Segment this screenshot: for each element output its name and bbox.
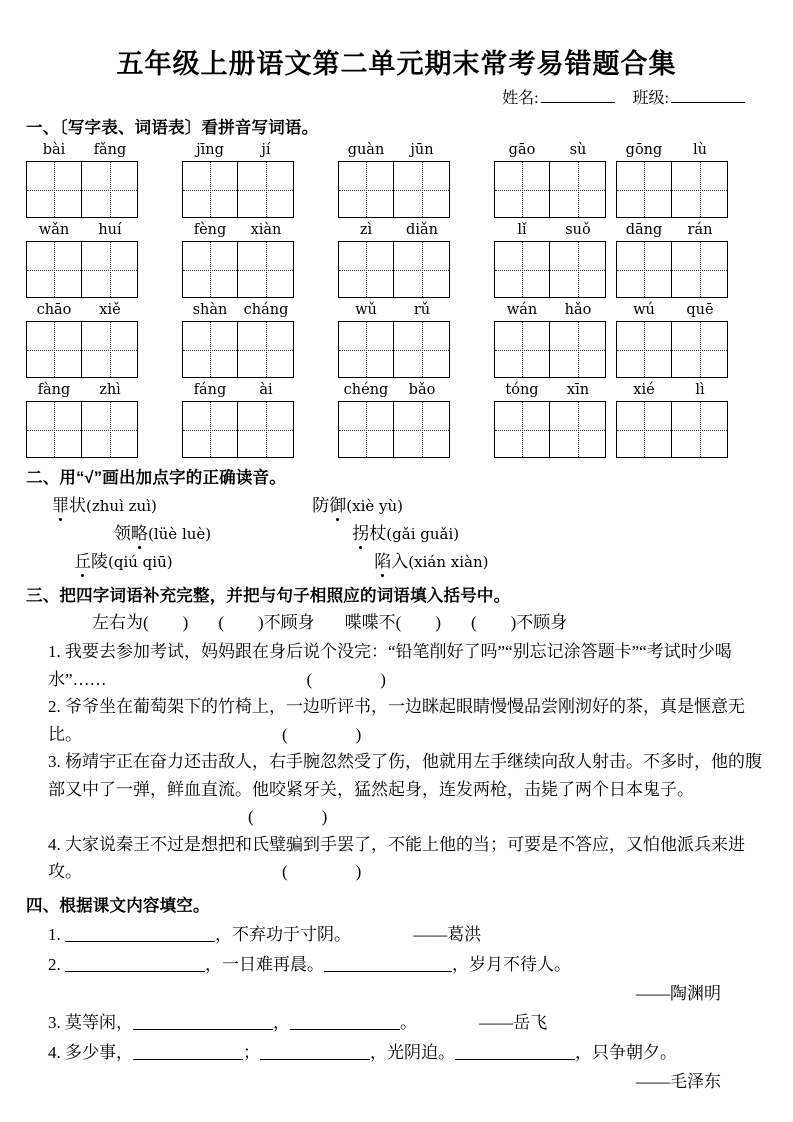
pinyin-syllable: gōng xyxy=(625,142,663,158)
pinyin-row xyxy=(26,302,767,378)
tianzige-cell[interactable] xyxy=(394,162,449,217)
fill-item-3-blank-1[interactable] xyxy=(133,1014,273,1030)
pinyin-syllable: wǔ xyxy=(355,302,377,318)
tianzige-box[interactable] xyxy=(616,401,728,458)
fill-item-4-blank-1[interactable] xyxy=(133,1044,243,1060)
sentence-text: 2. 爷爷坐在葡萄架下的竹椅上，一边听评书，一边眯起眼睛慢慢品尝刚沏好的茶，真是惬意无比。 xyxy=(48,697,745,744)
pinyin-syllable: zhì xyxy=(99,382,121,398)
pinyin-word-group xyxy=(494,382,606,458)
fill-item-4-text-2: ，光阴迫。 xyxy=(370,1042,455,1062)
fill-item-2-number: 2. xyxy=(48,954,61,974)
pinyin-word-group xyxy=(182,382,294,458)
tianzige-cell[interactable] xyxy=(82,402,137,457)
pinyin-syllable: fàng xyxy=(37,382,71,398)
fill-item-2-attribution: ——陶渊明 xyxy=(636,983,721,1003)
tianzige-cell[interactable] xyxy=(394,242,449,297)
pinyin-label xyxy=(338,302,450,321)
question-sentence xyxy=(26,748,767,831)
pinyin-syllable: jūn xyxy=(410,142,434,158)
pinyin-label xyxy=(338,222,450,241)
tianzige-box[interactable] xyxy=(182,401,294,458)
pinyin-word-group xyxy=(616,302,728,378)
pinyin-syllable: zì xyxy=(359,222,373,238)
page-title: 五年级上册语文第二单元期末常考易错题合集 xyxy=(116,49,677,79)
question-sentence xyxy=(26,693,767,748)
tianzige-box[interactable] xyxy=(616,241,728,298)
fill-item-2-blank-2[interactable] xyxy=(324,956,452,972)
character: 领 xyxy=(114,524,131,543)
reading-options[interactable]: (xián xiàn) xyxy=(408,553,489,571)
pinyin-row xyxy=(26,222,767,298)
dotted-character: 罪 xyxy=(52,492,69,519)
tianzige-cell[interactable] xyxy=(495,402,550,457)
pinyin-word-group xyxy=(616,222,728,298)
fill-item-4-lead: 4. 多少事， xyxy=(48,1042,133,1062)
pinyin-word-group xyxy=(338,302,450,378)
idiom-blank[interactable]: ( )不顾身 xyxy=(218,613,315,632)
pinyin-word-group xyxy=(26,302,138,378)
reading-options[interactable]: (lüè luè) xyxy=(148,525,212,543)
pinyin-word-group xyxy=(26,382,138,458)
fill-item-3 xyxy=(26,1008,767,1038)
pinyin-syllable: bài xyxy=(42,142,66,158)
pinyin-syllable: rǔ xyxy=(413,302,431,318)
tianzige-cell[interactable] xyxy=(617,162,672,217)
reading-options[interactable]: (gǎi guǎi) xyxy=(386,525,460,543)
pinyin-label xyxy=(494,382,606,401)
pinyin-label xyxy=(494,222,606,241)
tianzige-cell[interactable] xyxy=(339,402,394,457)
dotted-character: 御 xyxy=(329,492,346,519)
pinyin-syllable: rán xyxy=(687,222,713,238)
tianzige-cell[interactable] xyxy=(617,242,672,297)
pinyin-grid-block xyxy=(26,142,767,458)
pinyin-syllable: dāng xyxy=(625,222,663,238)
fill-item-1-text: ，不弃功于寸阴。 xyxy=(215,924,351,944)
pinyin-label xyxy=(338,382,450,401)
tianzige-cell[interactable] xyxy=(672,322,727,377)
pinyin-word-group xyxy=(182,302,294,378)
fill-item-4-text-3: ，只争朝夕。 xyxy=(575,1042,677,1062)
pinyin-label xyxy=(616,222,728,241)
fill-item-2 xyxy=(26,950,767,980)
reading-options[interactable]: (xiè yù) xyxy=(346,497,404,515)
tianzige-cell[interactable] xyxy=(27,242,82,297)
pronunciation-choice-item[interactable] xyxy=(52,492,290,520)
pinyin-syllable: cháng xyxy=(243,302,289,318)
character: 防 xyxy=(312,496,330,515)
answer-bracket[interactable]: ( ) xyxy=(306,669,386,689)
fill-item-1-number: 1. xyxy=(48,924,61,944)
pinyin-syllable: lù xyxy=(693,142,707,158)
fill-item-3-attribution: ——岳飞 xyxy=(479,1012,548,1032)
pinyin-word-group xyxy=(182,222,294,298)
tianzige-cell[interactable] xyxy=(672,402,727,457)
pinyin-syllable: suǒ xyxy=(565,222,591,238)
pinyin-word-group xyxy=(338,222,450,298)
pinyin-word-group xyxy=(494,142,606,218)
pinyin-syllable: fǎng xyxy=(93,142,127,158)
pinyin-syllable: shàn xyxy=(192,302,228,318)
pinyin-label xyxy=(494,142,606,161)
tianzige-cell[interactable] xyxy=(617,402,672,457)
tianzige-box[interactable] xyxy=(616,321,728,378)
section3-heading: 三、把四字词语补充完整，并把与句子相照应的词语填入括号中。 xyxy=(26,587,511,605)
idiom-blank[interactable]: ( )不顾身 xyxy=(470,613,568,632)
tianzige-cell[interactable] xyxy=(617,322,672,377)
pinyin-syllable: jīng xyxy=(196,142,224,158)
sentence-text: 4. 大家说秦王不过是想把和氏璧骗到手罢了，不能上他的当；可要是不答应，又怕他派兵来进攻。 xyxy=(48,834,745,881)
pinyin-row xyxy=(26,142,767,218)
pinyin-word-group xyxy=(338,142,450,218)
tianzige-cell[interactable] xyxy=(339,322,394,377)
pronunciation-choice-item[interactable] xyxy=(52,520,352,548)
pinyin-syllable: jí xyxy=(261,142,271,158)
tianzige-cell[interactable] xyxy=(27,322,82,377)
pinyin-label xyxy=(182,142,294,161)
tianzige-cell[interactable] xyxy=(27,162,82,217)
tianzige-cell[interactable] xyxy=(183,322,238,377)
pinyin-label xyxy=(182,302,294,321)
idiom-blanks-row xyxy=(26,610,767,636)
pinyin-label xyxy=(26,302,138,321)
tianzige-cell[interactable] xyxy=(495,322,550,377)
tianzige-cell[interactable] xyxy=(238,242,293,297)
dotted-character: 拐 xyxy=(352,520,369,547)
pinyin-syllable: xié xyxy=(633,382,655,398)
character: 状 xyxy=(69,496,86,515)
section2-items xyxy=(26,492,767,576)
name-field xyxy=(502,85,614,108)
tianzige-cell[interactable] xyxy=(238,402,293,457)
pinyin-syllable: fèng xyxy=(193,222,227,238)
pinyin-word-group xyxy=(494,302,606,378)
pinyin-word-group xyxy=(338,382,450,458)
pinyin-label xyxy=(26,222,138,241)
section4-heading: 四、根据课文内容填空。 xyxy=(26,896,210,915)
tianzige-box[interactable] xyxy=(494,321,606,378)
pinyin-label xyxy=(26,142,138,161)
tianzige-cell[interactable] xyxy=(550,242,605,297)
fill-item-2-blank-1[interactable] xyxy=(65,956,205,972)
pinyin-label xyxy=(616,382,728,401)
pinyin-syllable: huí xyxy=(98,222,122,238)
pinyin-word-group xyxy=(616,382,728,458)
tianzige-cell[interactable] xyxy=(183,402,238,457)
pronunciation-choice-item[interactable] xyxy=(290,492,550,520)
pinyin-syllable: lǐ xyxy=(517,222,527,238)
pinyin-syllable: xīn xyxy=(566,382,590,398)
tianzige-cell[interactable] xyxy=(495,162,550,217)
fill-item-2-text-2: ，岁月不待人。 xyxy=(452,954,571,974)
tianzige-cell[interactable] xyxy=(339,242,394,297)
tianzige-cell[interactable] xyxy=(394,322,449,377)
tianzige-cell[interactable] xyxy=(550,402,605,457)
pinyin-label xyxy=(182,222,294,241)
pinyin-syllable: quē xyxy=(686,302,714,318)
pinyin-label xyxy=(616,142,728,161)
class-blank[interactable] xyxy=(671,89,745,103)
reading-options[interactable]: (qiú qiū) xyxy=(108,553,173,571)
pinyin-label xyxy=(616,302,728,321)
tianzige-cell[interactable] xyxy=(550,162,605,217)
pinyin-syllable: wán xyxy=(506,302,538,318)
reading-options[interactable]: (zhuì zuì) xyxy=(86,497,157,515)
tianzige-box[interactable] xyxy=(26,241,138,298)
pinyin-label xyxy=(182,382,294,401)
dotted-character: 丘 xyxy=(74,548,91,575)
answer-bracket[interactable]: ( ) xyxy=(248,807,328,826)
tianzige-cell[interactable] xyxy=(672,162,727,217)
tianzige-box[interactable] xyxy=(182,161,294,218)
tianzige-cell[interactable] xyxy=(27,402,82,457)
tianzige-box[interactable] xyxy=(26,401,138,458)
tianzige-cell[interactable] xyxy=(495,242,550,297)
tianzige-cell[interactable] xyxy=(394,402,449,457)
pinyin-syllable: diǎn xyxy=(406,222,438,238)
student-info-line xyxy=(26,85,767,108)
pinyin-syllable: wú xyxy=(633,302,655,318)
character: 陵 xyxy=(91,552,108,571)
tianzige-cell[interactable] xyxy=(183,162,238,217)
pinyin-word-group xyxy=(26,222,138,298)
name-blank[interactable] xyxy=(541,89,615,103)
tianzige-cell[interactable] xyxy=(339,162,394,217)
fill-item-3-text-2: 。 xyxy=(400,1012,417,1032)
pinyin-label xyxy=(494,302,606,321)
answer-bracket[interactable]: ( ) xyxy=(282,862,362,881)
pinyin-syllable: chéng xyxy=(343,382,389,398)
pinyin-syllable: gāo xyxy=(508,142,536,158)
tianzige-box[interactable] xyxy=(338,241,450,298)
tianzige-box[interactable] xyxy=(494,401,606,458)
fill-item-1 xyxy=(26,920,767,950)
tianzige-box[interactable] xyxy=(494,161,606,218)
tianzige-box[interactable] xyxy=(338,161,450,218)
pinyin-word-group xyxy=(494,222,606,298)
tianzige-cell[interactable] xyxy=(183,242,238,297)
pinyin-word-group xyxy=(26,142,138,218)
idiom-blank[interactable]: 喋喋不( ) xyxy=(344,613,441,632)
fill-item-1-blank-1[interactable] xyxy=(65,926,215,942)
pinyin-syllable: sù xyxy=(569,142,587,158)
fill-item-3-lead: 3. 莫等闲， xyxy=(48,1012,133,1032)
tianzige-box[interactable] xyxy=(338,321,450,378)
tianzige-cell[interactable] xyxy=(550,322,605,377)
dotted-character: 陷 xyxy=(374,548,391,575)
answer-bracket[interactable]: ( ) xyxy=(282,724,362,744)
pronunciation-choice-item[interactable] xyxy=(52,548,312,576)
fill-item-4-attribution: ——毛泽东 xyxy=(636,1071,721,1091)
question-sentence xyxy=(26,638,767,693)
sentence-text: 1. 我要去参加考试，妈妈跟在身后说个没完：“铅笔削好了吗”“别忘记涂答题卡”“考试时少喝水”…… xyxy=(48,642,732,689)
tianzige-box[interactable] xyxy=(494,241,606,298)
tianzige-cell[interactable] xyxy=(238,162,293,217)
pinyin-label xyxy=(338,142,450,161)
pinyin-word-group xyxy=(182,142,294,218)
character: 入 xyxy=(391,552,409,571)
fill-item-4-blank-3[interactable] xyxy=(455,1044,575,1060)
fill-item-1-attribution: ——葛洪 xyxy=(413,924,482,944)
class-field xyxy=(633,85,745,108)
idiom-blank[interactable]: 左右为( ) xyxy=(92,613,189,632)
fill-item-3-text-1: ， xyxy=(273,1012,290,1032)
tianzige-cell[interactable] xyxy=(82,242,137,297)
tianzige-box[interactable] xyxy=(182,241,294,298)
fill-item-4-text-1: ； xyxy=(243,1042,260,1062)
tianzige-cell[interactable] xyxy=(238,322,293,377)
pinyin-syllable: tóng xyxy=(505,382,539,398)
tianzige-box[interactable] xyxy=(26,161,138,218)
pinyin-label xyxy=(26,382,138,401)
tianzige-cell[interactable] xyxy=(82,322,137,377)
sentence-text: 3. 杨靖宇正在奋力还击敌人，右手腕忽然受了伤，他就用左手继续向敌人射击。不多时，他的腹部又中了一弹，鲜血直流。他咬紧牙关，猛然起身，连发两枪，击毙了两个日本鬼子。 xyxy=(48,752,762,799)
fill-item-2-text-1: ，一日难再晨。 xyxy=(205,954,324,974)
pinyin-syllable: lì xyxy=(695,382,705,398)
pronunciation-choice-item[interactable] xyxy=(312,548,612,576)
tianzige-cell[interactable] xyxy=(82,162,137,217)
pinyin-syllable: xiàn xyxy=(250,222,282,238)
pinyin-syllable: fáng xyxy=(193,382,227,398)
question-sentence xyxy=(26,831,767,886)
section3-sentences xyxy=(26,638,767,886)
tianzige-box[interactable] xyxy=(26,321,138,378)
fill-item-3-blank-2[interactable] xyxy=(290,1014,400,1030)
name-label: 姓名: xyxy=(502,90,539,107)
pinyin-row xyxy=(26,382,767,458)
fill-item-4 xyxy=(26,1038,767,1068)
tianzige-cell[interactable] xyxy=(672,242,727,297)
tianzige-box[interactable] xyxy=(338,401,450,458)
section1-heading: 一、〔写字表、词语表〕看拼音写词语。 xyxy=(26,119,319,137)
character: 杖 xyxy=(369,524,387,543)
pronunciation-choice-item[interactable] xyxy=(352,520,590,548)
pinyin-syllable: xiě xyxy=(99,302,121,318)
class-label: 班级: xyxy=(632,90,669,107)
dotted-character: 略 xyxy=(131,520,148,547)
pinyin-syllable: ài xyxy=(259,382,273,398)
fill-item-4-blank-2[interactable] xyxy=(260,1044,370,1060)
section2-heading: 二、用“√”画出加点字的正确读音。 xyxy=(26,469,286,487)
pinyin-syllable: hǎo xyxy=(564,302,592,318)
tianzige-box[interactable] xyxy=(616,161,728,218)
pinyin-syllable: guàn xyxy=(347,142,385,158)
pinyin-word-group xyxy=(616,142,728,218)
tianzige-box[interactable] xyxy=(182,321,294,378)
pinyin-syllable: bǎo xyxy=(408,382,436,398)
pinyin-syllable: chāo xyxy=(36,302,72,318)
pinyin-syllable: wǎn xyxy=(38,222,70,238)
